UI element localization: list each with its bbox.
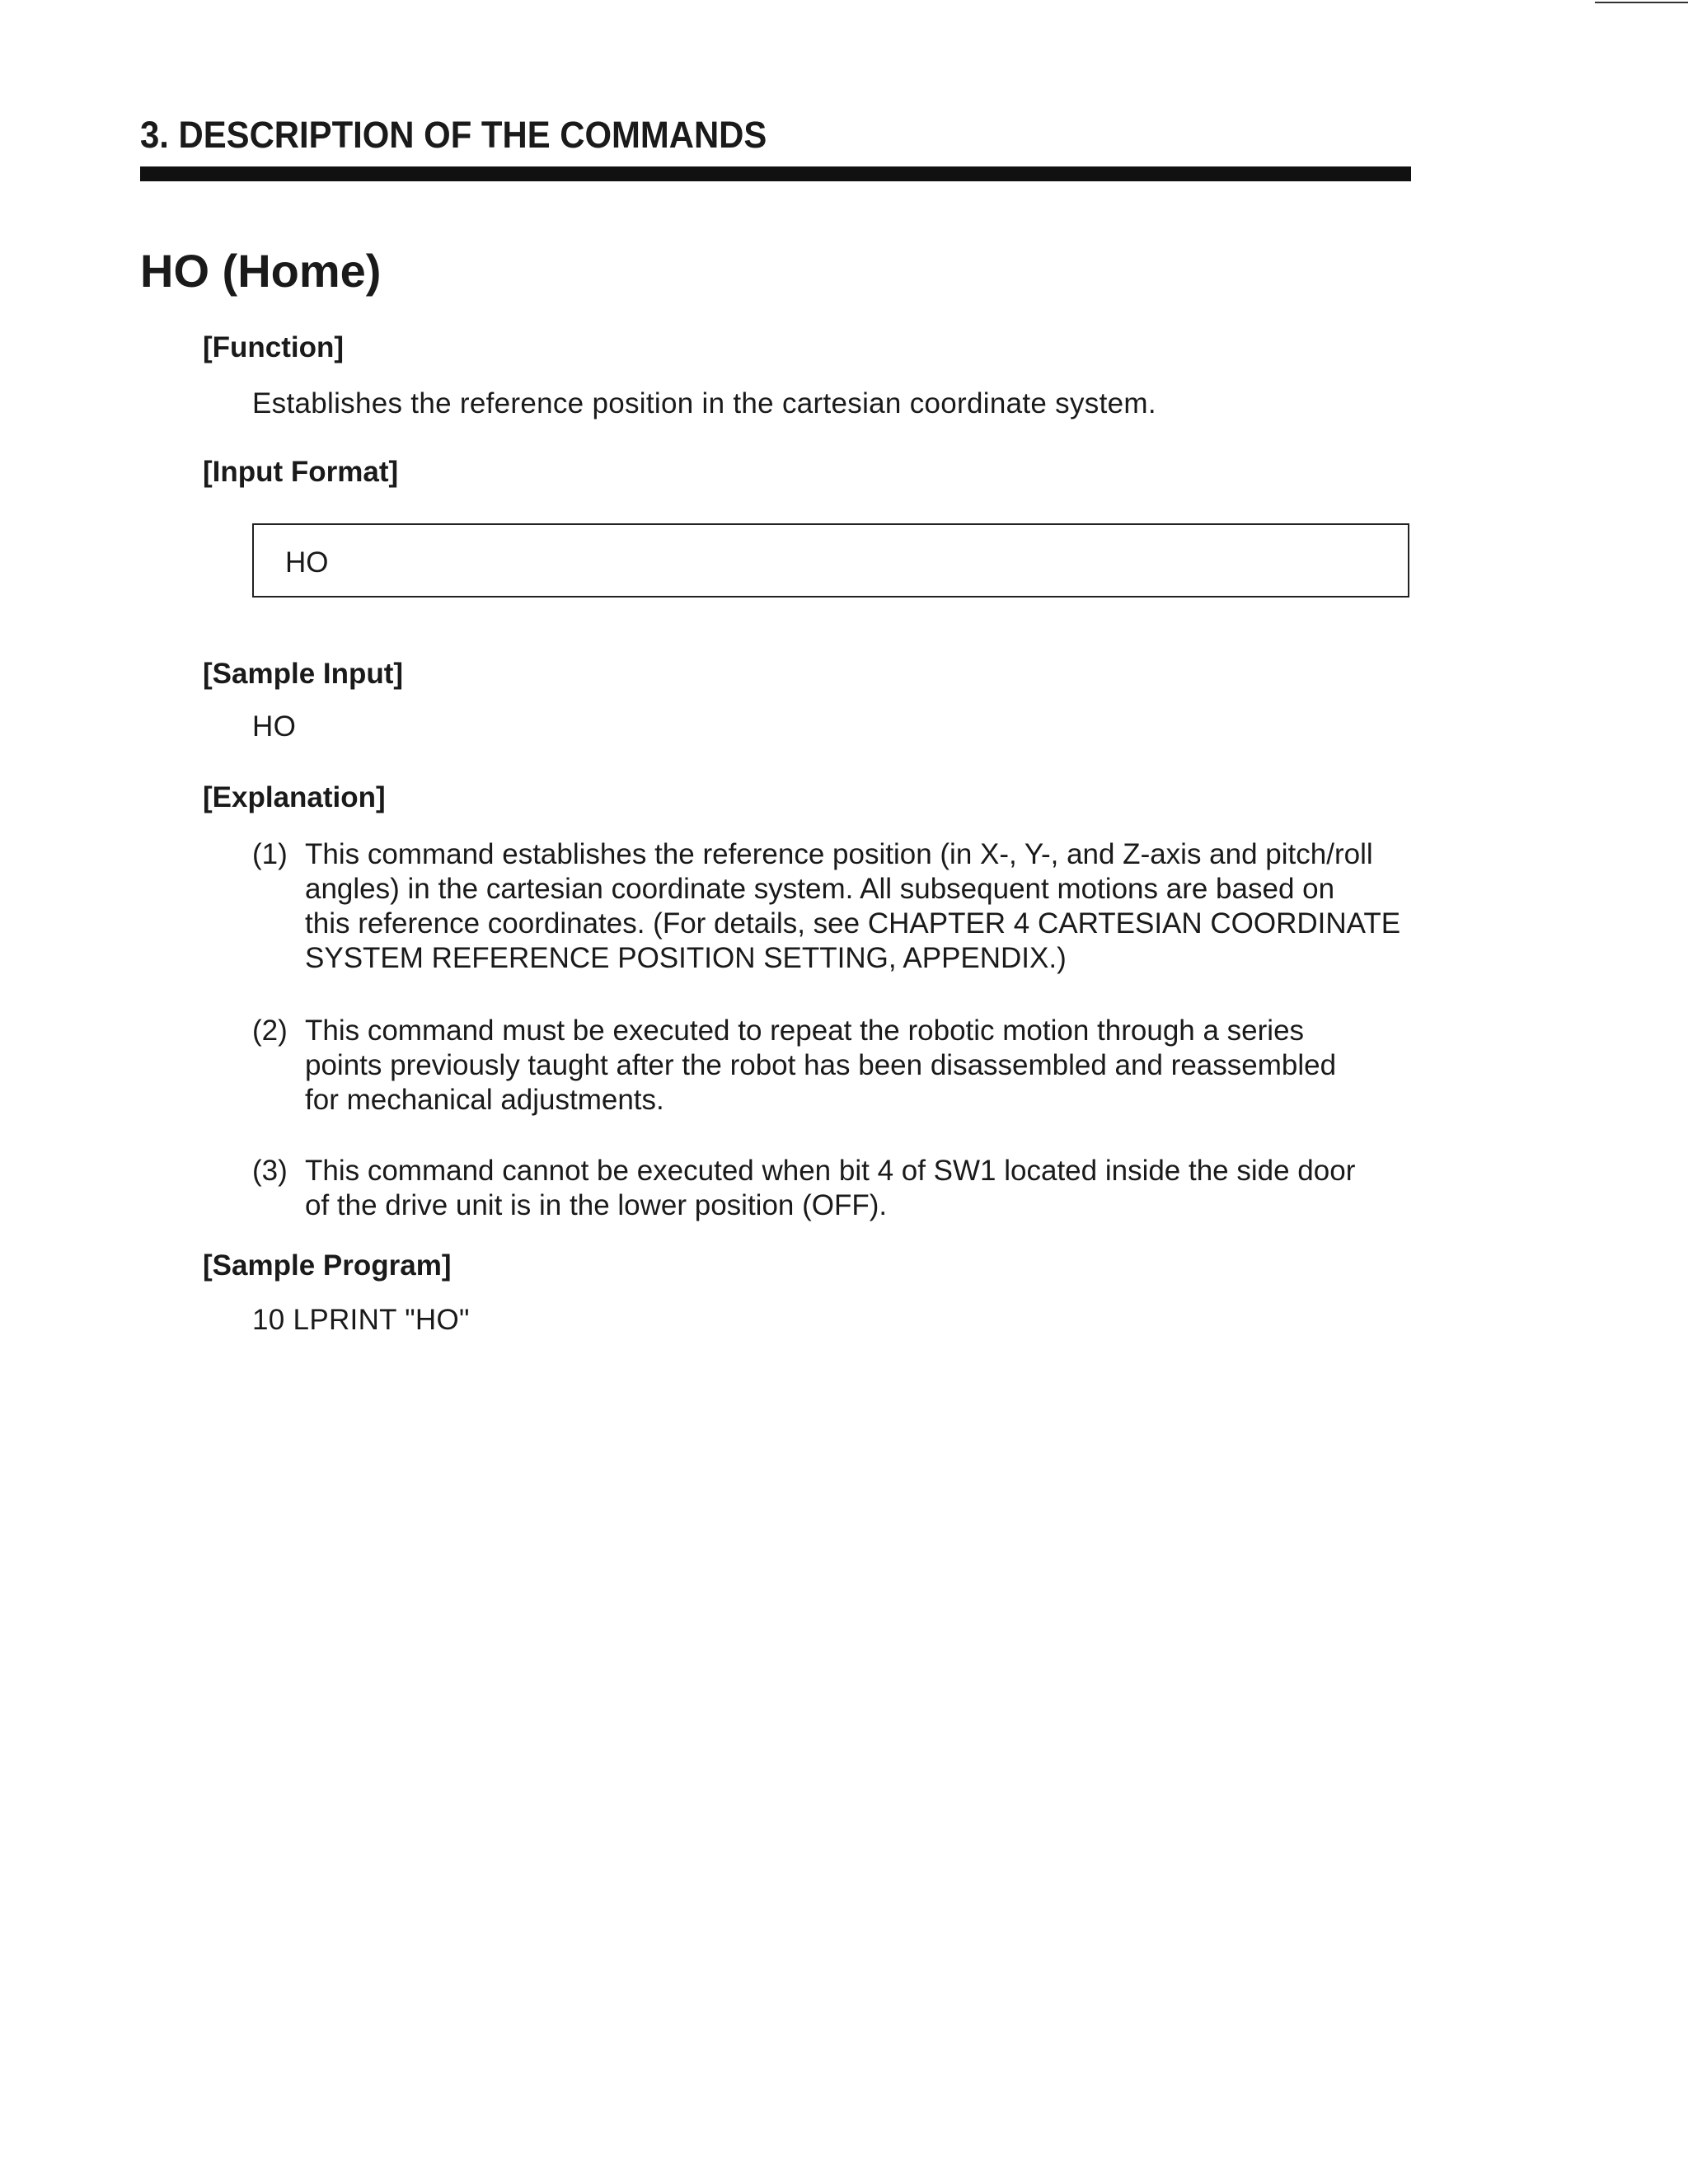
sample-input-value: HO	[252, 710, 297, 743]
input-format-label-text: Input Format	[212, 456, 389, 488]
input-format-value: HO	[285, 546, 329, 579]
sample-program-code: 10 LPRINT "HO"	[252, 1304, 470, 1336]
sample-program-label: [Sample Program]	[203, 1249, 452, 1282]
explanation-line: angles) in the cartesian coordinate system. All subsequent motions are based on	[305, 873, 1335, 905]
sample-program-label-text: Sample Program	[212, 1249, 442, 1282]
input-format-label: [Input Format]	[203, 456, 399, 488]
explanation-line: for mechanical adjustments.	[305, 1084, 664, 1116]
explanation-line: This command establishes the reference position (in X-, Y-, and Z-axis and pitch/roll	[305, 838, 1373, 870]
explanation-line: points previously taught after the robot has been disassembled and reassembled	[305, 1049, 1337, 1081]
section-heading: 3. DESCRIPTION OF THE COMMANDS	[140, 114, 767, 156]
function-label: [Function]	[203, 331, 345, 363]
explanation-line: this reference coordinates. (For details, see CHAPTER 4 CARTESIAN COORDINATE	[305, 907, 1401, 940]
explanation-item-text	[305, 1154, 1409, 1223]
sample-input-label: [Sample Input]	[203, 658, 404, 690]
scan-corner-mark	[1595, 2, 1688, 3]
explanation-label-text: Explanation	[212, 781, 377, 813]
command-title: HO (Home)	[140, 245, 382, 297]
explanation-label: [Explanation]	[203, 781, 386, 813]
explanation-item-text	[305, 837, 1409, 976]
function-text: Establishes the reference position in the cartesian coordinate system.	[252, 387, 1156, 419]
explanation-item-text	[305, 1014, 1409, 1118]
explanation-item-number: (2)	[252, 1015, 288, 1047]
heading-rule	[140, 166, 1411, 181]
explanation-line: SYSTEM REFERENCE POSITION SETTING, APPENDIX.)	[305, 942, 1067, 974]
sample-input-label-text: Sample Input	[212, 658, 394, 690]
explanation-line: of the drive unit is in the lower position (OFF).	[305, 1189, 888, 1221]
function-label-text: Function	[212, 331, 335, 363]
explanation-item-number: (3)	[252, 1155, 288, 1187]
explanation-line: This command cannot be executed when bit 4 of SW1 located inside the side door	[305, 1155, 1356, 1187]
explanation-item-number: (1)	[252, 838, 288, 870]
explanation-line: This command must be executed to repeat the robotic motion through a series	[305, 1015, 1305, 1047]
input-format-box	[252, 523, 1409, 598]
